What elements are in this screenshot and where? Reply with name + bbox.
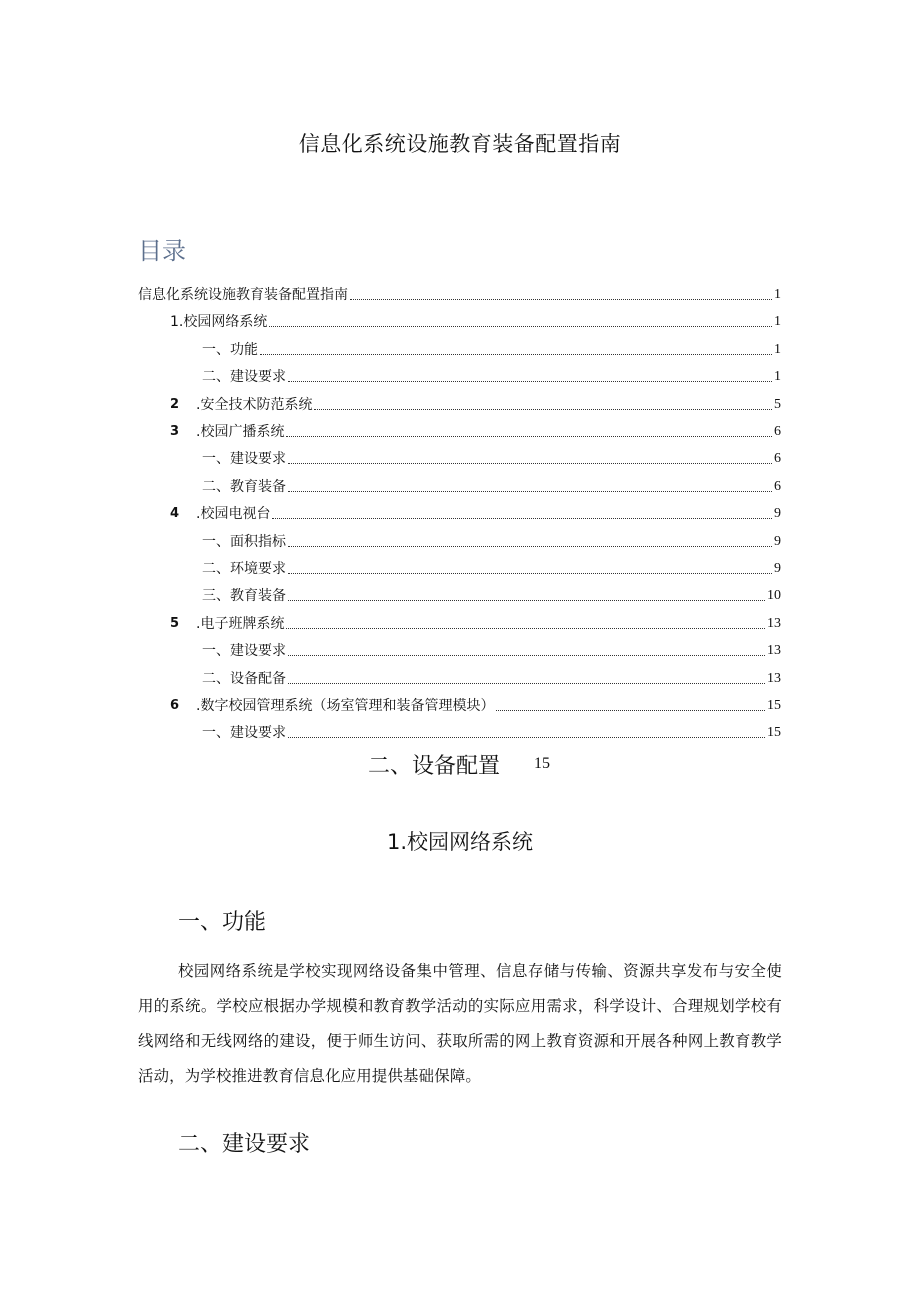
toc-entry-page: 6 bbox=[774, 451, 781, 467]
toc-entry[interactable] bbox=[138, 689, 781, 715]
toc-entry[interactable] bbox=[138, 607, 781, 633]
toc-entry-page: 1 bbox=[774, 369, 781, 385]
section-heading bbox=[0, 749, 920, 779]
toc-leader-dots bbox=[496, 706, 765, 711]
toc-leader-dots bbox=[288, 651, 765, 656]
toc-entry[interactable] bbox=[138, 552, 781, 578]
toc-entry-label: .校园电视台 bbox=[196, 506, 271, 523]
toc-leader-dots bbox=[288, 596, 765, 601]
toc-entry-page: 6 bbox=[774, 424, 781, 439]
toc-entry-label: 一、建设要求 bbox=[202, 643, 286, 660]
toc-entry[interactable] bbox=[138, 470, 781, 496]
toc-entry-page: 9 bbox=[774, 533, 781, 549]
toc-entry-page: 13 bbox=[767, 643, 781, 659]
toc-entry-page: 6 bbox=[774, 478, 781, 494]
toc-entry-label: 一、功能 bbox=[202, 341, 258, 358]
section-page-number: 15 bbox=[534, 755, 550, 772]
toc-leader-dots bbox=[288, 459, 772, 464]
subsection-title: 1.校园网络系统 bbox=[386, 830, 534, 854]
toc-entry[interactable] bbox=[138, 360, 781, 386]
function-heading: 一、功能 bbox=[178, 910, 267, 935]
toc-entry-label: 二、设备配备 bbox=[202, 670, 286, 687]
toc-entry-page: 10 bbox=[767, 588, 781, 604]
toc-entry-number: 4 bbox=[170, 506, 180, 522]
toc-entry[interactable] bbox=[138, 333, 781, 359]
toc-entry-page: 9 bbox=[774, 506, 781, 522]
toc-entry-page: 13 bbox=[767, 670, 781, 686]
toc-heading: 目录 bbox=[138, 237, 186, 265]
toc-entry[interactable] bbox=[138, 579, 781, 605]
toc-entry-number: 3 bbox=[170, 424, 180, 439]
toc-leader-dots bbox=[286, 624, 765, 629]
toc-leader-dots bbox=[288, 679, 765, 684]
toc-leader-dots bbox=[314, 405, 772, 410]
toc-entry-label: 三、教育装备 bbox=[202, 588, 286, 605]
toc-leader-dots bbox=[288, 377, 772, 382]
toc-leader-dots bbox=[288, 487, 772, 492]
toc-leader-dots bbox=[269, 322, 772, 327]
toc-entry[interactable] bbox=[138, 415, 781, 441]
toc-leader-dots bbox=[288, 542, 772, 547]
toc-entry[interactable] bbox=[138, 388, 781, 414]
function-paragraph: 校园网络系统是学校实现网络设备集中管理、信息存储与传输、资源共享发布与安全使用的系统。学校应根据办学规模和教育教学活动的实际应用需求，科学设计、合理规划学校有线网络和无线网络的建设，便于师生访问、获取所需的网上教育资源和开展各种网上教育教学活动，为学校推进教育信息化应用提供基础保障。 bbox=[138, 962, 782, 1085]
toc-entry-label: 二、教育装备 bbox=[202, 478, 286, 495]
toc-entry[interactable] bbox=[138, 305, 781, 331]
toc-entry-page: 9 bbox=[774, 561, 781, 576]
toc-entry-page: 1 bbox=[774, 287, 781, 302]
toc-entry[interactable] bbox=[138, 278, 781, 304]
toc-leader-dots bbox=[350, 295, 772, 300]
toc-entry-page: 1 bbox=[774, 341, 781, 357]
toc-leader-dots bbox=[272, 514, 772, 519]
toc-entry[interactable] bbox=[138, 662, 781, 688]
toc-entry-page: 1 bbox=[774, 314, 781, 330]
document-title: 信息化系统设施教育装备配置指南 bbox=[298, 132, 622, 156]
toc-entry-label: .安全技术防范系统 bbox=[196, 396, 313, 413]
toc-entry[interactable] bbox=[138, 634, 781, 660]
requirements-heading: 二、建设要求 bbox=[178, 1132, 311, 1157]
toc-entry-label: .电子班牌系统 bbox=[196, 615, 285, 632]
toc-entry-page: 5 bbox=[774, 396, 781, 412]
toc-entry[interactable] bbox=[138, 525, 781, 551]
toc-entry-page: 15 bbox=[767, 698, 781, 713]
toc-entry-number: 2 bbox=[170, 396, 180, 412]
toc-entry-page: 15 bbox=[767, 725, 781, 741]
toc-entry[interactable] bbox=[138, 442, 781, 468]
toc-entry-label: .校园广播系统 bbox=[196, 424, 285, 440]
toc-entry[interactable] bbox=[138, 497, 781, 523]
toc-entry-label: .数字校园管理系统（场室管理和装备管理模块） bbox=[196, 698, 495, 714]
toc-entry-label: 信息化系统设施教育装备配置指南 bbox=[138, 287, 348, 303]
toc-leader-dots bbox=[288, 569, 772, 574]
toc-entry-label: 一、面积指标 bbox=[202, 533, 286, 550]
toc-entry-label: 一、建设要求 bbox=[202, 725, 286, 742]
toc-entry-number: 6 bbox=[170, 698, 180, 713]
toc-entry-label: 二、建设要求 bbox=[202, 369, 286, 386]
toc-leader-dots bbox=[286, 432, 772, 437]
toc-entry-number: 5 bbox=[170, 615, 180, 631]
section-title: 二、设备配置 bbox=[368, 754, 501, 779]
toc-entry-page: 13 bbox=[767, 615, 781, 631]
toc-entry-label: 二、环境要求 bbox=[202, 561, 286, 577]
toc-entry-label: 一、建设要求 bbox=[202, 451, 286, 468]
toc-leader-dots bbox=[260, 350, 772, 355]
toc-entry-label: 1.校园网络系统 bbox=[170, 314, 268, 331]
toc-entry[interactable] bbox=[138, 716, 781, 742]
toc-leader-dots bbox=[288, 733, 765, 738]
